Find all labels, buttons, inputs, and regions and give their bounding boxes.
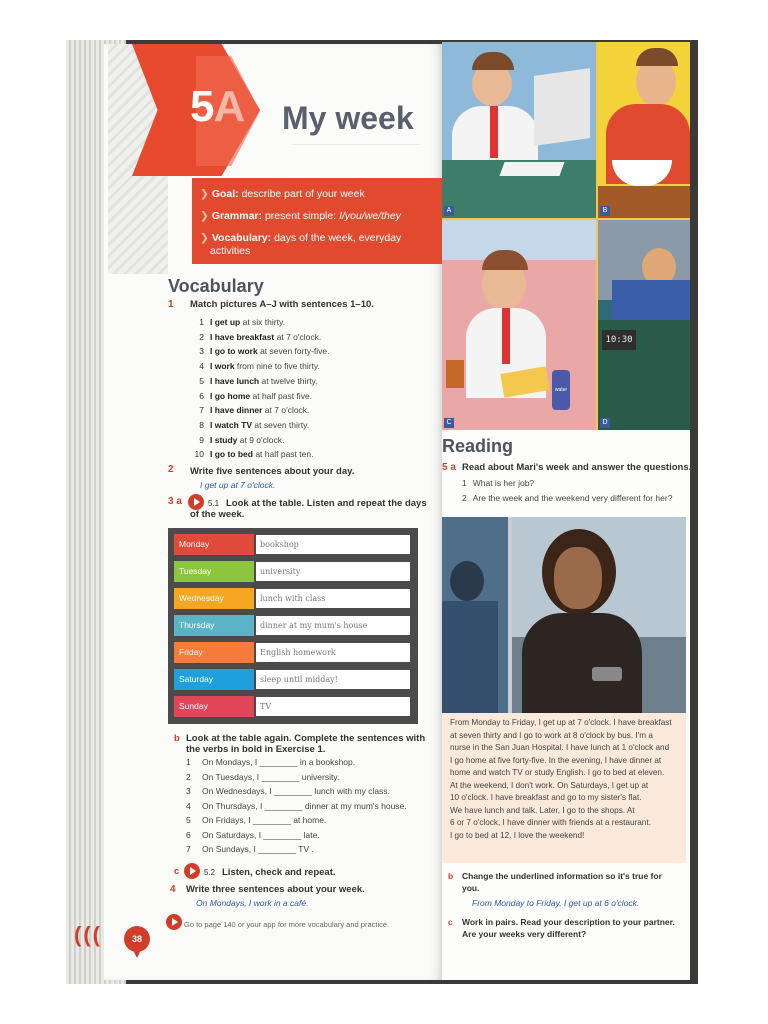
exercise-number: 5 a (442, 462, 456, 473)
list-item: 5 On Fridays, I ________ at home. (186, 815, 327, 825)
illustration (442, 42, 690, 430)
goals-box (192, 178, 442, 264)
pyjamas (612, 280, 690, 320)
exercise-letter: b (448, 871, 454, 881)
panel-b (598, 42, 690, 218)
monitor (534, 68, 590, 146)
day-activity: lunch with class (256, 589, 410, 608)
list-item: 8 I watch TV at seven thirty. (199, 419, 310, 430)
list-item: 2 On Tuesdays, I ________ university. (186, 771, 340, 782)
list-item: 4 On Thursdays, I ________ dinner at my mum's house. (186, 800, 407, 811)
day-label: Friday (174, 642, 254, 663)
exercise-instruction: Listen, check and repeat. (222, 867, 336, 878)
table-row (174, 669, 410, 690)
track-number: 5.2 (204, 868, 216, 877)
table-row (174, 588, 410, 609)
list-item: 9 I study at 9 o'clock. (199, 434, 285, 445)
divider (292, 144, 420, 145)
exercise-number: 2 (168, 464, 174, 475)
model-answer: On Mondays, I work in a café. (196, 898, 309, 908)
panel-label: D (600, 418, 610, 428)
woman-face (554, 547, 602, 609)
day-activity: TV (256, 697, 410, 716)
exercise-instruction: Write five sentences about your day. (190, 466, 355, 477)
exercise-instruction: Change the underlined information so it's true for (462, 871, 662, 881)
app-icon[interactable] (166, 914, 182, 930)
reading-passage: From Monday to Friday, I get up at 7 o'clock. I have breakfast at seven thirty and I go to work at 8 o'clock by bus. I'm a nurse in the San Juan Hospital. I have lunch at 1 o'clock and I go home at five forty-five. In the evening, I have dinner at home and watch TV or study English. I go to bed at eleven. At the weekend, I don't work. On Saturdays, I get up at 10 o'clock. I have breakfast and go to my sister's flat. We have lunch and talk. Later, I go to the shops. At 6 or 7 o'clock, I have dinner with friends at a restaurant. I go to bed at 12. I love the weekend! (450, 718, 672, 840)
chevron-right-icon: ❯ (200, 188, 209, 200)
cup (446, 360, 464, 388)
photo-woman-on-bus (442, 517, 686, 713)
table-row (174, 534, 410, 555)
panel-a (442, 42, 596, 218)
passenger-body (442, 601, 498, 713)
list-item: 3 I go to work at seven forty-five. (199, 346, 330, 357)
exercise-instruction-cont: of the week. (190, 509, 245, 520)
list-item: 1 I get up at six thirty. (199, 317, 285, 327)
day-label: Saturday (174, 669, 254, 690)
panel-label: C (444, 418, 454, 428)
panel-label: A (444, 206, 454, 216)
list-item: 5 I have lunch at twelve thirty. (199, 375, 318, 386)
gap-fill-list (186, 755, 407, 857)
list-item: 7 I have dinner at 7 o'clock. (199, 405, 310, 416)
day-activity: English homework (256, 643, 410, 662)
list-item: 6 I go home at half past five. (199, 390, 313, 401)
list-item: 2 I have breakfast at 7 o'clock. (199, 331, 322, 342)
vocabulary-row: ❯ Vocabulary: days of the week, everyday (200, 232, 402, 244)
goal-row: ❯ Goal: describe part of your week (200, 188, 365, 200)
exercise-instruction-cont: the verbs in bold in Exercise 1. (186, 744, 326, 755)
list-item: 6 On Saturdays, I ________ late. (186, 829, 320, 840)
day-label: Thursday (174, 615, 254, 636)
day-activity: sleep until midday! (256, 670, 410, 689)
woman-jacket (522, 613, 642, 713)
exercise-number: 3 a (168, 496, 182, 507)
model-answer: I get up at 7 o'clock. (200, 480, 276, 490)
track-number: 5.1 (208, 499, 220, 508)
audio-icon[interactable] (188, 494, 204, 510)
water-bottle: water (552, 370, 570, 410)
list-item: 1 On Mondays, I ________ in a bookshop. (186, 757, 356, 767)
audio-icon[interactable] (184, 863, 200, 879)
alarm-clock: 10:30 (602, 330, 636, 350)
exercise-number: 4 (170, 884, 176, 895)
page-number: 38 (124, 926, 150, 952)
exercise-letter: c (448, 917, 453, 927)
list-item: 10 I go to bed at half past ten. (194, 449, 314, 460)
days-table (168, 528, 418, 724)
passenger-head (450, 561, 484, 601)
exercise-instruction: Read about Mari's week and answer the questions. (462, 462, 692, 473)
day-activity: dinner at my mum's house (256, 616, 410, 635)
model-answer: From Monday to Friday, I get up at 6 o'clock. (472, 898, 640, 908)
table (598, 186, 690, 218)
table-row (174, 696, 410, 717)
exercise-number: 1 (168, 299, 174, 310)
table-row (174, 642, 410, 663)
exercise-instruction: Look at the table again. Complete the sentences with (186, 733, 426, 744)
exercise-instruction: Match pictures A–J with sentences 1–10. (190, 299, 374, 310)
vocabulary-row-cont: activities (210, 245, 251, 257)
panel-c (442, 220, 596, 430)
reading-passage-box (442, 713, 686, 863)
reading-heading: Reading (442, 436, 514, 456)
keyboard (499, 162, 564, 176)
exercise-letter: c (174, 866, 180, 877)
table-row (174, 615, 410, 636)
edge-marks: ((( (74, 922, 102, 947)
day-label: Monday (174, 534, 254, 555)
exercise-instruction: Write three sentences about your week. (186, 884, 365, 895)
phone (592, 667, 622, 681)
question: 2 Are the week and the weekend very different for her? (462, 493, 673, 503)
exercise-letter: b (174, 733, 180, 744)
panel-d (598, 220, 690, 430)
tie (502, 308, 510, 364)
day-label: Sunday (174, 696, 254, 717)
chevron-right-icon: ❯ (200, 232, 209, 244)
chevron-right-icon: ❯ (200, 210, 209, 222)
panel-label: B (600, 206, 610, 216)
tie (490, 106, 498, 158)
table-row (174, 561, 410, 582)
question: 1 What is her job? (462, 478, 535, 488)
list-item: 3 On Wednesdays, I ________ lunch with my class. (186, 786, 390, 796)
vocabulary-heading: Vocabulary (168, 276, 264, 296)
list-item: 4 I work from nine to five thirty. (199, 361, 320, 372)
day-activity: bookshop (256, 535, 410, 554)
sentence-list (190, 315, 330, 462)
exercise-instruction: Work in pairs. Read your description to your partner. (462, 917, 675, 927)
grammar-row: ❯ Grammar: present simple: I/you/we/they (200, 210, 401, 222)
unit-number: 5A (190, 82, 245, 131)
hair (472, 52, 514, 70)
exercise-instruction: Look at the table. Listen and repeat the days (226, 498, 427, 509)
exercise-instruction-cont: Are your weeks very different? (462, 929, 587, 939)
exercise-instruction-cont: you. (462, 883, 480, 893)
day-activity: university (256, 562, 410, 581)
day-label: Wednesday (174, 588, 254, 609)
day-label: Tuesday (174, 561, 254, 582)
footer-note: Go to page 140 or your app for more vocabulary and practice. (184, 920, 390, 929)
list-item: 7 On Sundays, I ________ TV . (186, 844, 314, 854)
page-title: My week (282, 100, 414, 136)
hair (636, 48, 678, 66)
